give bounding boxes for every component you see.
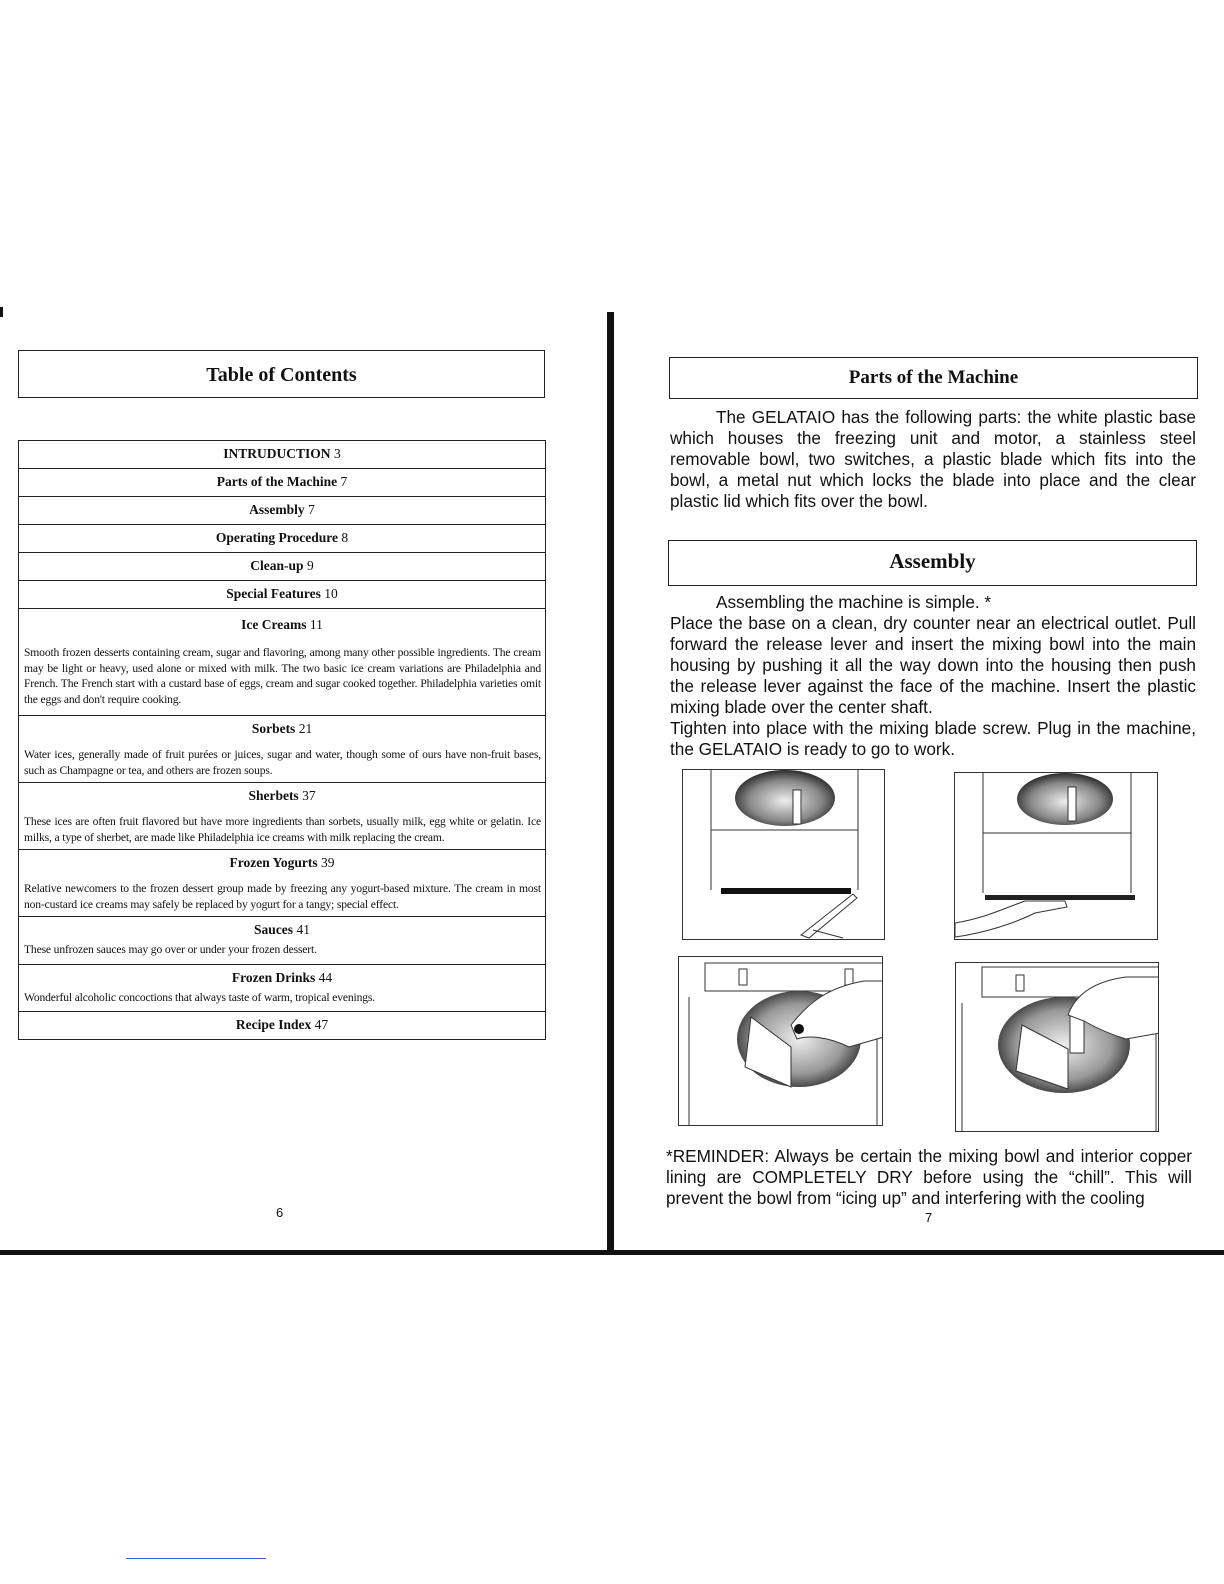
toc-entry-description: Water ices, generally made of fruit purées or juices, sugar and water, though some of ours have non-fruit bases, such as Champagne or tea, and others are frozen soups. — [24, 748, 541, 777]
toc-entry-title: Sorbets — [251, 721, 296, 736]
assembly-title: Assembly — [889, 549, 976, 573]
toc-entry-introduction — [19, 441, 545, 469]
toc-entry-description: Smooth frozen desserts containing cream, sugar and flavoring, among many other possible ingredients. The cream may be light or heavy, used alone or mixed with milk. The two basic ice cream variations are Philadelphia and French. The French start with a custard base of eggs, cream and sugar cooked together. Philadelphia varieties omit the eggs and don't require cooking. — [24, 646, 541, 706]
parts-title: Parts of the Machine — [848, 367, 1019, 388]
toc-entry-description: Wonderful alcoholic concoctions that always taste of warm, tropical evenings. — [24, 990, 375, 1004]
toc-entry-cleanup — [19, 553, 545, 581]
scan-mark — [0, 307, 3, 317]
toc-entry-title: Sherbets — [248, 788, 299, 803]
toc-entry-operating — [19, 525, 545, 553]
left-page-number: 6 — [276, 1205, 284, 1220]
parts-paragraph — [670, 407, 1196, 512]
toc-entry-assembly — [19, 497, 545, 525]
toc-entry-page: 3 — [333, 446, 341, 461]
right-page-number: 7 — [925, 1210, 933, 1225]
toc-entry-page: 39 — [321, 855, 335, 870]
toc-entry-page: 11 — [309, 617, 323, 632]
assembly-title-box — [668, 540, 1197, 586]
machine-illustration — [955, 773, 1158, 940]
toc-entry-title: Ice Creams — [241, 617, 307, 632]
toc-entry-title: Sauces — [254, 922, 294, 937]
toc-entry-page: 44 — [318, 969, 333, 985]
footer-link-line — [126, 1558, 266, 1559]
toc-entry-frozen-drinks — [19, 965, 545, 1013]
toc-entry-parts — [19, 469, 545, 497]
toc-entry-page: 41 — [296, 922, 310, 937]
assembly-intro: Assembling the machine is simple. * — [716, 592, 992, 612]
toc-entry-title: Assembly — [249, 502, 305, 517]
reminder-paragraph: *REMINDER: Always be certain the mixing bowl and interior copper lining are COMPLETELY DRY before using the “chill”. This will prevent the bowl from “icing up” and interfering with the cooling — [666, 1146, 1192, 1208]
assembly-text-1: Place the base on a clean, dry counter near an electrical outlet. Pull forward the release lever and insert the mixing bowl into the main housing by pushing it all the way down into the housing then push the release lever against the face of the machine. Insert the plastic mixing blade over the center shaft. — [670, 613, 1196, 717]
figure-release-lever — [682, 769, 885, 940]
toc-entry-title: Operating Procedure — [215, 530, 338, 545]
toc-entry-description: These ices are often fruit flavored but have more ingredients than sorbets, usually milk, egg white or gelatin. Ice milks, a type of sherbet, are made like Philadelphia ice creams with milk replacing the cream. — [24, 815, 541, 844]
figure-insert-blade — [678, 956, 883, 1126]
machine-illustration — [683, 770, 885, 940]
toc-entry-title: Clean-up — [250, 558, 304, 573]
toc-entry-title: Frozen Drinks — [231, 969, 316, 985]
toc-entry-page: 37 — [302, 788, 316, 803]
parts-title-box — [669, 357, 1198, 399]
toc-title-box — [18, 350, 545, 398]
bottom-rule — [0, 1250, 1224, 1255]
book-spine — [607, 312, 614, 1252]
toc-entry-sorbets — [19, 716, 545, 783]
toc-table — [18, 440, 546, 1040]
toc-entry-title: Recipe Index — [235, 1017, 312, 1032]
toc-entry-page: 7 — [340, 474, 348, 489]
toc-entry-description: These unfrozen sauces may go over or under your frozen dessert. — [24, 943, 317, 956]
toc-entry-frozen-yogurts — [19, 850, 545, 917]
figure-tighten-screw — [955, 962, 1159, 1132]
toc-entry-title: Parts of the Machine — [216, 474, 338, 489]
toc-entry-page: 8 — [341, 530, 349, 545]
toc-entry-title: INTRUDUCTION — [223, 446, 331, 461]
toc-entry-page: 9 — [306, 558, 314, 573]
toc-entry-description: Relative newcomers to the frozen dessert group made by freezing any yogurt-based mixture. The cream in most non-custard ice creams may safely be replaced by yogurt for a tangy; special effect. — [24, 882, 541, 911]
assembly-paragraph — [670, 592, 1196, 760]
toc-entry-title: Special Features — [226, 586, 321, 601]
toc-entry-page: 21 — [298, 721, 313, 736]
machine-illustration — [679, 957, 883, 1126]
toc-entry-ice-creams — [19, 609, 545, 716]
toc-entry-recipe-index — [19, 1012, 545, 1039]
parts-text: The GELATAIO has the following parts: the white plastic base which houses the freezing unit and motor, a stainless steel removable bowl, two switches, a plastic blade which fits into the bowl, a metal nut which locks the blade into place and the clear plastic lid which fits over the bowl. — [670, 407, 1196, 511]
toc-entry-sauces — [19, 917, 545, 965]
toc-entry-sherbets — [19, 783, 545, 850]
toc-entry-page: 10 — [324, 586, 338, 601]
toc-entry-title: Frozen Yogurts — [229, 855, 318, 870]
toc-title: Table of Contents — [206, 364, 357, 386]
toc-entry-page: 7 — [308, 502, 315, 517]
toc-entry-special-features — [19, 581, 545, 609]
figure-push-lever — [954, 772, 1158, 940]
toc-entry-page: 47 — [314, 1017, 329, 1032]
machine-illustration — [956, 963, 1159, 1132]
assembly-text-2: Tighten into place with the mixing blade screw. Plug in the machine, the GELATAIO is ready to go to work. — [670, 718, 1196, 759]
